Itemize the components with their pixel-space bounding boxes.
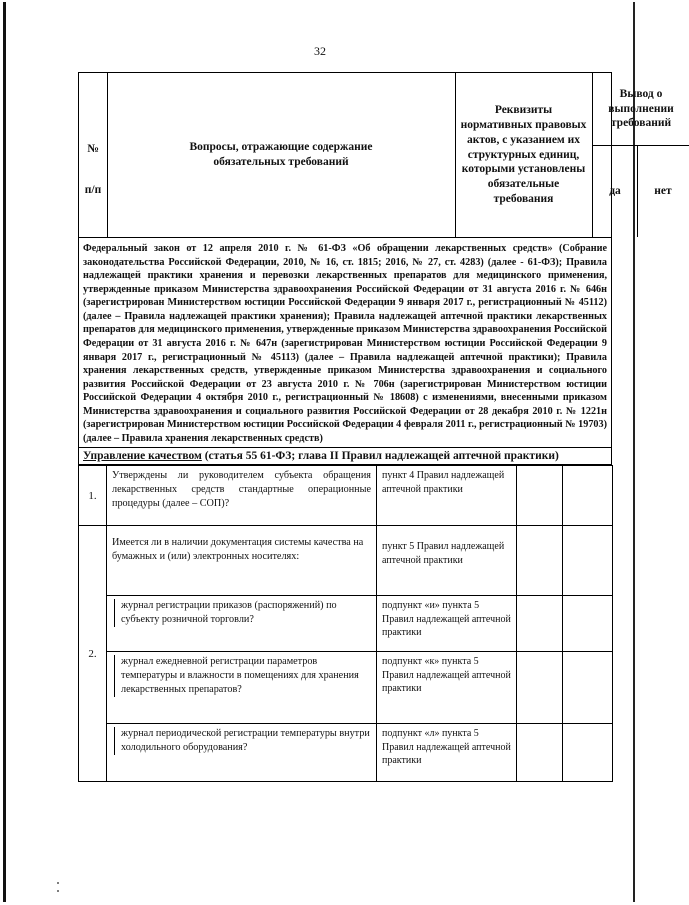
row-requisite: подпункт «к» пункта 5 Правил надлежащей аптечной практики: [377, 652, 517, 724]
section-title: [78, 448, 612, 465]
row-question: Имеется ли в наличии документация системы качества на бумажных и (или) электронных носителях:: [107, 526, 377, 596]
header-number-column: [79, 73, 108, 237]
sub-question-text: журнал периодической регистрации температуры внутри холодильного оборудования?: [114, 727, 371, 755]
row-no-cell[interactable]: [563, 596, 613, 652]
row-no-cell[interactable]: [563, 466, 613, 526]
table-row: [79, 526, 613, 596]
sub-question-text: журнал ежедневной регистрации параметров температуры и влажности в помещениях для хранения лекарственных препаратов?: [114, 655, 371, 696]
row-yes-cell[interactable]: [517, 596, 563, 652]
row-no-cell[interactable]: [563, 652, 613, 724]
page-number: 32: [314, 44, 326, 58]
row-question: [107, 652, 377, 724]
table-row: [79, 596, 613, 652]
legal-basis-block: Федеральный закон от 12 апреля 2010 г. № 61-ФЗ «Об обращении лекарственных средств» (Собрание законодательства Российской Федерации, 2010, № 16, ст. 1815; 2016, № 27, ст. 4283) (далее - 61-ФЗ); Правила надлежащей практики хранения и перевозки лекарственных препаратов для медицинского применения, утвержденные приказом Министерства здравоохранения Российской Федерации от 31 августа 2016 г. № 646н (зарегистрирован Министерством юстиции Российской Федерации 9 января 2017 г., регистрационный № 45112) (далее – Правила надлежащей практики хранения); Правила надлежащей аптечной практики лекарственных препаратов для медицинского применения, утвержденные приказом Министерства здравоохранения Российской Федерации от 31 августа 2016 г. № 647н (зарегистрирован Министерством юстиции Российской Федерации 9 января 2017 г., регистрационный № 45113) (далее – Правила надлежащей аптечной практики); Правила хранения лекарственных средств, утвержденные приказом Министерства здравоохранения и социального развития Российской Федерации от 23 августа 2010 г. № 706н (зарегистрирован Министерством юстиции Российской Федерации 4 октября 2010 г., регистрационный № 18608) с изменениями, внесенными приказом Министерства здравоохранения и социального развития Российской Федерации от 28 декабря 2010 г. № 1221н (зарегистрирован Министерством юстиции Российской Федерации 4 февраля 2011 г., регистрационный № 19703) (далее – Правила хранения лекарственных средств): [78, 238, 612, 448]
row-number: 2.: [79, 526, 107, 782]
section-title-rest: (статья 55 61-ФЗ; глава II Правил надлежащей аптечной практики): [201, 450, 559, 463]
scan-dot: [57, 890, 59, 892]
row-question: Утверждены ли руководителем субъекта обращения лекарственных средств стандартные операционные процедуры (далее – СОП)?: [107, 466, 377, 526]
row-yes-cell[interactable]: [517, 466, 563, 526]
requirements-table: [78, 72, 674, 782]
row-requisite: подпункт «и» пункта 5 Правил надлежащей аптечной практики: [377, 596, 517, 652]
row-requisite: пункт 4 Правил надлежащей аптечной практики: [377, 466, 517, 526]
row-requisite: пункт 5 Правил надлежащей аптечной практики: [377, 526, 517, 596]
header-questions-text: Вопросы, отражающие содержание обязательных требований: [189, 141, 373, 168]
header-questions: [107, 73, 456, 237]
row-no-cell[interactable]: [563, 526, 613, 596]
row-yes-cell[interactable]: [517, 652, 563, 724]
header-no: нет: [654, 185, 672, 197]
header-number-pp: п/п: [84, 184, 102, 197]
header-requisites: [455, 73, 593, 237]
row-requisite: подпункт «л» пункта 5 Правил надлежащей аптечной практики: [377, 724, 517, 782]
section-title-underlined: Управление качеством: [83, 450, 202, 463]
header-number-sign: №: [87, 143, 99, 155]
table-header: [78, 72, 674, 238]
row-question: [107, 724, 377, 782]
requirements-rows: [78, 465, 613, 782]
table-row: [79, 724, 613, 782]
header-yes: да: [593, 145, 638, 237]
header-conclusion: Вывод о выполнении требований: [593, 73, 689, 146]
row-number: 1.: [79, 466, 107, 526]
table-row: [79, 652, 613, 724]
scan-dot: [57, 882, 59, 884]
row-yes-cell[interactable]: [517, 526, 563, 596]
row-yes-cell[interactable]: [517, 724, 563, 782]
row-no-cell[interactable]: [563, 724, 613, 782]
row-question: [107, 596, 377, 652]
sub-question-text: журнал регистрации приказов (распоряжений) по субъекту розничной торговли?: [114, 599, 371, 627]
header-requisites-text: Реквизиты нормативных правовых актов, с указанием их структурных единиц, которыми установлены обязательные требования: [460, 103, 587, 206]
table-row: [79, 466, 613, 526]
